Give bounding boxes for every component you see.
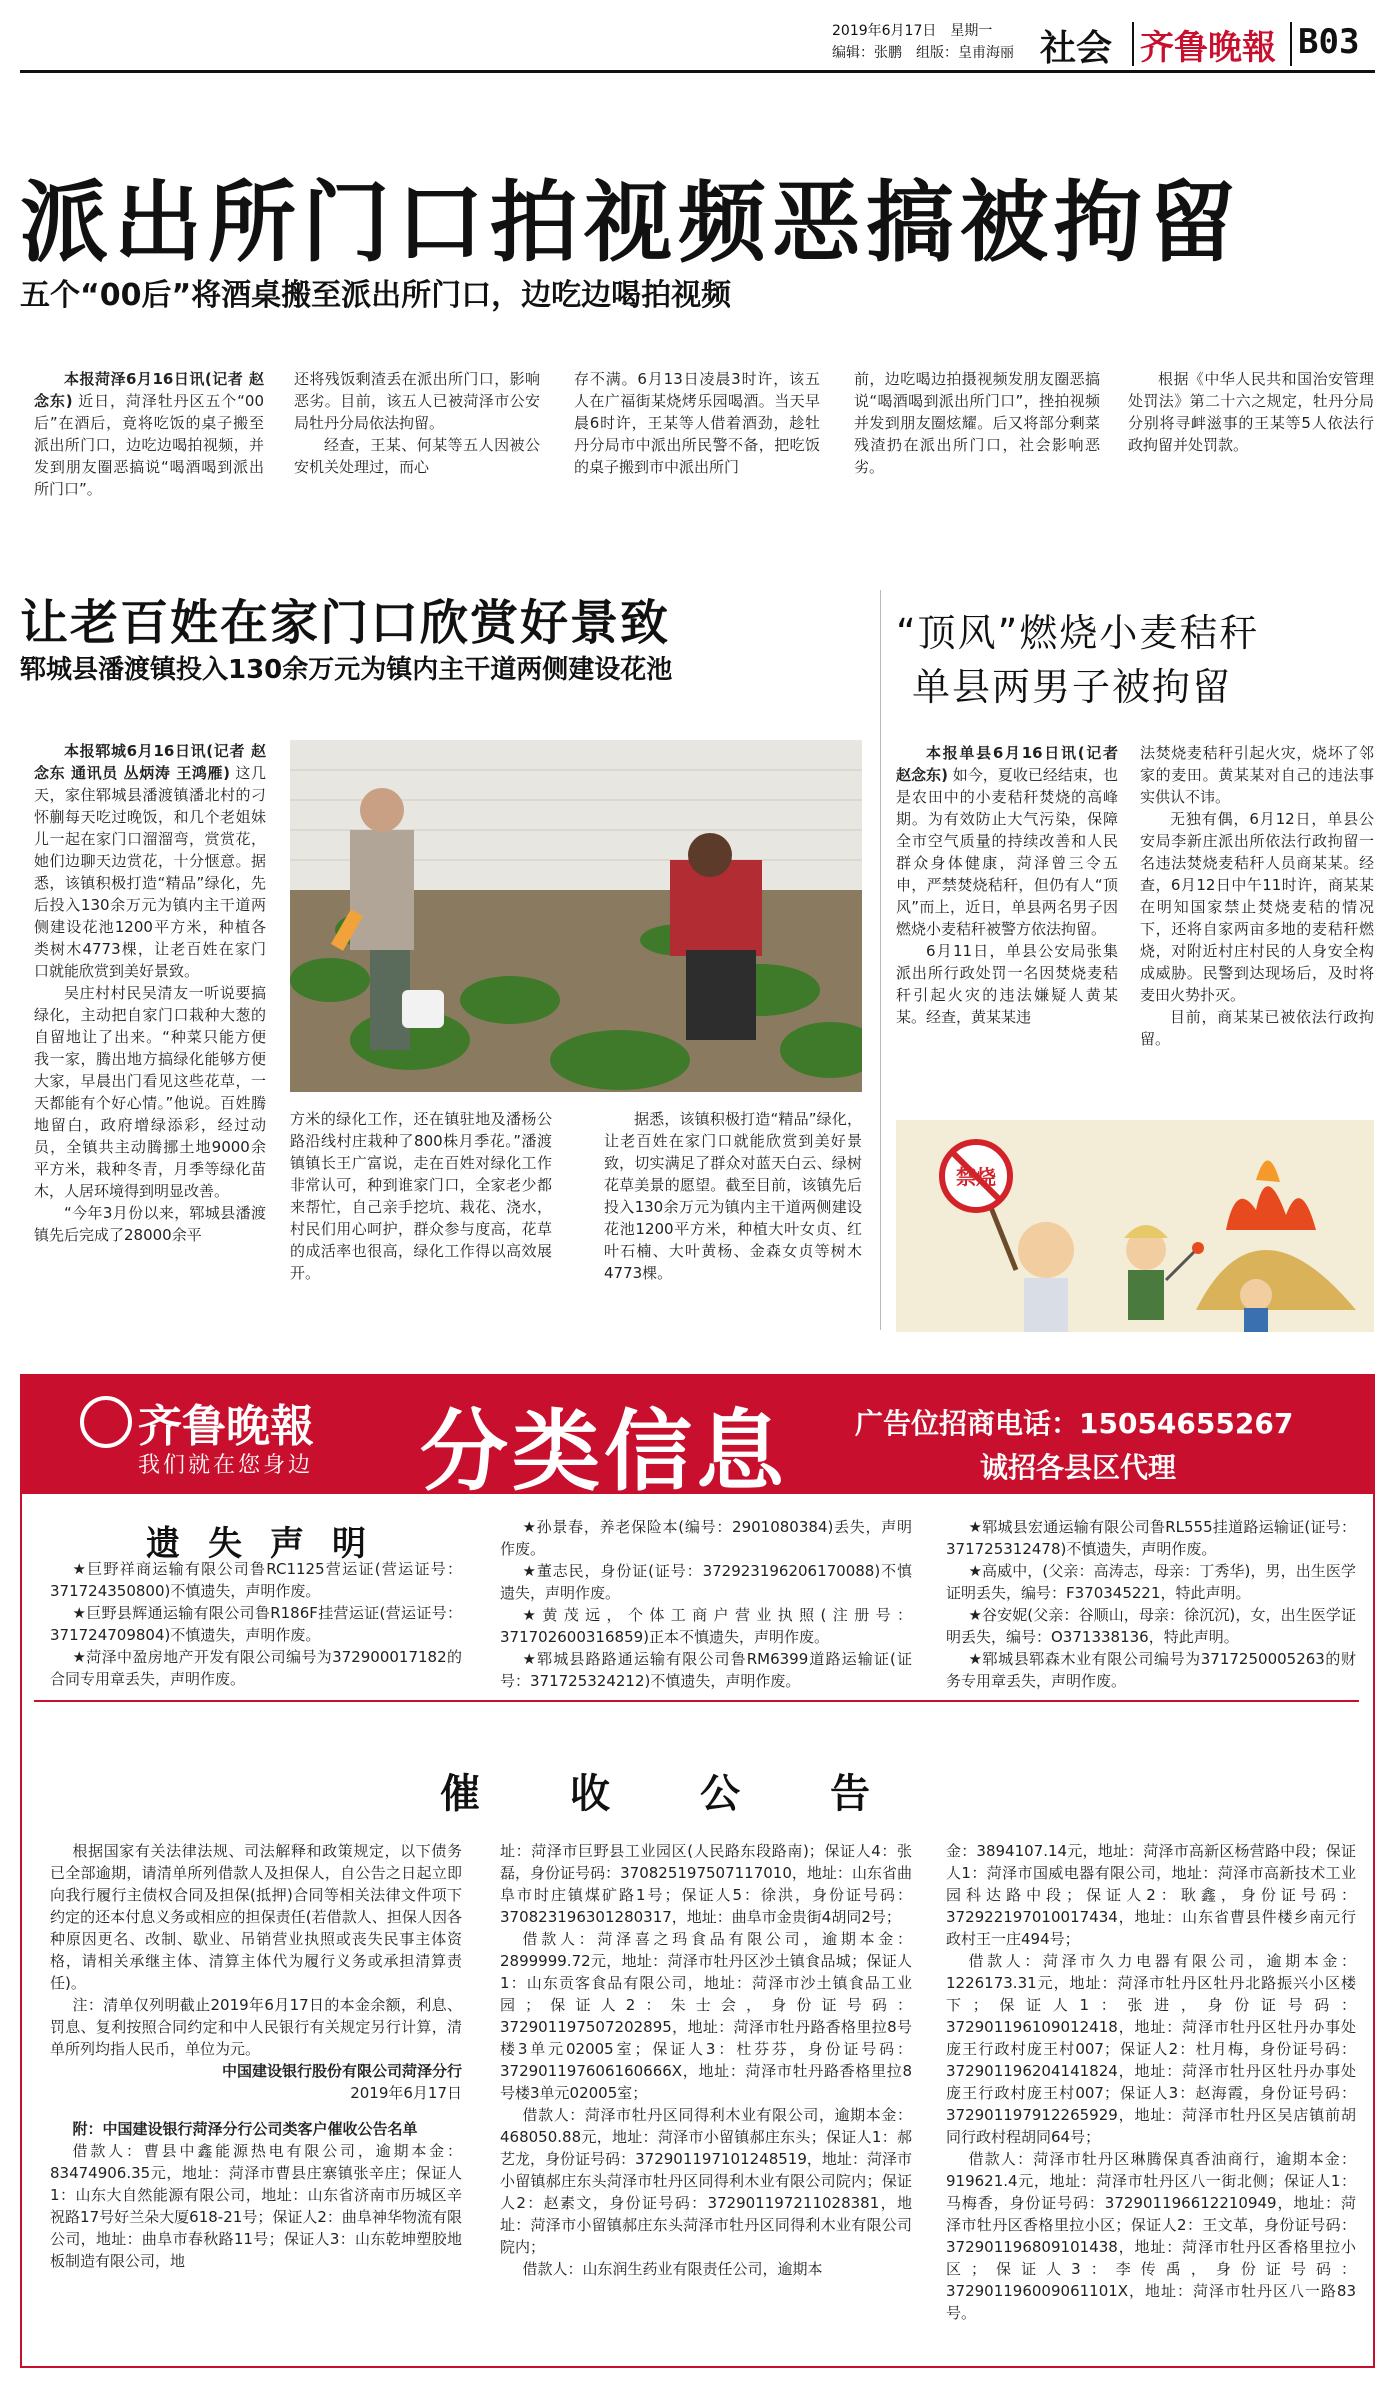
- story1-subhead: 五个“00后”将酒桌搬至派出所门口，边吃边喝拍视频: [20, 278, 732, 313]
- lost-notice-title: 遗失声明: [146, 1524, 394, 1564]
- lost-item: ★巨野祥商运输有限公司鲁RC1125营运证(营运证号：371724350800)不慎遗失，声明作废。: [50, 1560, 462, 1600]
- story2-col2: 方米的绿化工作，还在镇驻地及潘杨公路沿线村庄栽种了800株月季花。”潘渡镇镇长王广富说，走在百姓对绿化工作非常认可，种到谁家门口，全家老少都来帮忙，自己亲手挖坑、栽花、浇水，村民们用心呵护，群众参与度高，花草的成活率也很高，绿化工作得以高效展开。: [290, 1110, 552, 1282]
- story-divider: [880, 590, 881, 1330]
- editor-credits: 编辑：张鹏 组版：皇甫海丽: [832, 45, 1014, 61]
- classified-title: 分类信息: [420, 1400, 789, 1503]
- story2-col3: 据悉，该镇积极打造“精品”绿化，让老百姓在家门口就能欣赏到美好景致，切实满足了群众对蓝天白云、绿树花草美景的愿望。截至目前，该镇先后投入130余万元为镇内主干道两侧建设花池1200平方米，种植大叶女贞、红叶石楠、大叶黄杨、金森女贞等树木4773棵。: [604, 1110, 862, 1282]
- story3-col2: 法焚烧麦秸秆引起火灾，烧坏了邻家的麦田。黄某某对自己的违法事实供认不讳。 无独有偶，6月12日，单县公安局李新庄派出所依法行政拘留一名违法焚烧麦秸秆人员商某某。经查，6月12日中午11时许，商某某在明知国家禁止焚烧麦秸的情况下，还将自家两亩多地的麦秸秆燃烧，对附近村庄村民的人身安全构成威胁。民警到达现场后，及时将麦田火势扑灭。 目前，商某某已被依法行政拘留。: [1140, 744, 1374, 1048]
- story3-headline-line2: 单县两男子被拘留: [912, 665, 1233, 709]
- story1-col2: 还将残饭剩渣丢在派出所门口，影响恶劣。目前，该五人已被菏泽市公安局牡丹分局依法拘留。 经查，王某、何某等五人因被公安机关处理过，而心: [294, 370, 540, 476]
- story2-subhead: 郓城县潘渡镇投入130余万元为镇内主干道两侧建设花池: [20, 655, 673, 685]
- collection-attachment: 附：中国建设银行菏泽分行公司类客户催收公告名单: [72, 2120, 418, 2138]
- lost-item: ★巨野县辉通运输有限公司鲁R186F挂营运证(营运证号：371724709804)不慎遗失，声明作废。: [50, 1604, 462, 1644]
- collection-col1: 根据国家有关法律法规、司法解释和政策规定，以下债务已全部逾期，请清单所列借款人及担保人，自公告之日起立即向我行履行主债权合同及担保(抵押)合同等相关法律文件项下约定的还本付息义务或相应的担保责任(若借款人、担保人因各种原因更名、改制、歇业、吊销营业执照或丧失民事主体资格，请相关承继主体、清算主体代为履行义务或承担清算责任)。 注：清单仅列明截止2019年6月17日的本金余额，利息、罚息、复利按照合同约定和中人民银行有关规定另行计算，清单所列均指人民币，单位为元。 中国建设银行股份有限公司菏泽分行 2019年6月17日 附：中国建设银行菏泽分行公司类客户催收公告名单 借款人：曹县中鑫能源热电有限公司，逾期本金：83474906.35元，地址：菏泽市曹县庄寨镇张辛庄；保证人1：山东大自然能源有限公司，地址：山东省济南市历城区辛祝路17号好兰朵大厦618-21号；保证人2：曲阜神华物流有限公司，地址：曲阜市春秋路11号；保证人3：山东乾坤塑胶地板制造有限公司，地: [50, 1842, 462, 2270]
- story3-col1: 本报单县6月16日讯(记者 赵念东) 如今，夏收已经结束，也是农田中的小麦秸秆焚烧的高峰期。为有效防止大气污染，保障全市空气质量的持续改善和人民群众身体健康，菏泽曾三令五申，严禁焚烧秸秆，但仍有人“顶风”而上，近日，单县两名男子因燃烧小麦秸秆被警方依法拘留。 6月11日，单县公安局张集派出所行政处罚一名因焚烧麦秸秆引起火灾的违法嫌疑人黄某某。经查，黄某某违: [896, 744, 1118, 1026]
- classified-slogan: 我们就在您身边: [138, 1453, 314, 1478]
- lost-item: ★郓城县路路通运输有限公司鲁RM6399道路运输证(证号：371725324212)不慎遗失，声明作废。: [500, 1650, 912, 1690]
- newspaper-brand-logo: 齐鲁晚報: [1140, 28, 1276, 68]
- classified-brand-logo: 齐鲁晚報: [138, 1401, 314, 1452]
- collection-signature: 中国建设银行股份有限公司菏泽分行: [221, 2062, 462, 2080]
- story3-headline-line1: “顶风”燃烧小麦秸秆: [896, 611, 1260, 655]
- ad-phone: 广告位招商电话：15054655267: [855, 1407, 1294, 1440]
- issue-date: 2019年6月17日 星期一: [832, 23, 993, 39]
- brand-swirl-icon: [80, 1396, 132, 1448]
- lost-col3: [946, 1516, 1356, 1692]
- story2-byline: 本报郓城6月16日讯(记者 赵念东 通讯员 丛炳涛 王鸿雁): [34, 742, 266, 782]
- story1-col4: 前，边吃喝边拍摄视频发朋友圈恶搞说“喝酒喝到派出所门口”，挫拍视频并发到朋友圈炫耀。后又将部分剩菜残渣扔在派出所门口，社会影响恶劣。: [854, 370, 1100, 476]
- villagers-planting-flowers-photo: [290, 740, 862, 1092]
- story3-byline: 本报单县6月16日讯(记者 赵念东): [896, 744, 1118, 784]
- story1-col3: 存不满。6月13日凌晨3时许，该五人在广福街某烧烤乐园喝酒。当天早晨6时许，王某等人借着酒劲，趁牡丹分局市中派出所民警不备，把吃饭的桌子搬到市中派出所门: [574, 370, 820, 476]
- ad-recruit: 诚招各县区代理: [980, 1451, 1177, 1484]
- story1-headline: 派出所门口拍视频恶搞被拘留: [20, 171, 1243, 274]
- collection-col3: 金：3894107.14元，地址：菏泽市高新区杨营路中段；保证人1：菏泽市国威电器有限公司，地址：菏泽市高新技术工业园科达路中段；保证人2：耿鑫，身份证号码：372922197010017434，地址：山东省曹县件楼乡南元行政村王一庄494号； 借款人：菏泽市久力电器有限公司，逾期本金：1226173.31元，地址：菏泽市牡丹区牡丹北路振兴小区楼下；保证人1：张进，身份证号码：372901196109012418，地址：菏泽市牡丹区牡丹办事处庞王行政村庞王村007；保证人2：杜月梅，身份证号码：372901196204141824，地址：菏泽市牡丹区牡丹办事处庞王行政村庞王村007；保证人3：赵海霞，身份证号码：372901197912265929，地址：菏泽市牡丹区吴店镇前胡同行政村程胡同64号； 借款人：菏泽市牡丹区琳腾保真香油商行，逾期本金：919621.4元，地址：菏泽市牡丹区八一街北侧；保证人1：马梅香，身份证号码：372901196612210949，地址：菏泽市牡丹区香格里拉小区；保证人2：王文革，身份证号码：372901196809101438，地址：菏泽市牡丹区香格里拉小区；保证人3：李传禹，身份证号码：372901196009061101X，地址：菏泽市牡丹区八一路83号。: [946, 1842, 1356, 2322]
- lost-item: ★郓城县宏通运输有限公司鲁RL555挂道路运输证(证号：371725312478)不慎遗失，声明作废。: [946, 1518, 1356, 1558]
- lost-item: ★谷安妮(父亲：谷顺山，母亲：徐沉沉)，女，出生医学证明丢失，编号：O371338136，特此声明。: [946, 1606, 1356, 1646]
- story1-col5: 根据《中华人民共和国治安管理处罚法》第二十六之规定，牡丹分局分别将寻衅滋事的王某等5人依法行政拘留并处罚款。: [1128, 370, 1374, 454]
- lost-item: ★孙景春，养老保险本(编号：2901080384)丢失，声明作废。: [500, 1518, 912, 1558]
- section-name: 社会: [1040, 28, 1113, 69]
- story1-byline: 本报菏泽6月16日讯(记者 赵念东): [34, 370, 264, 410]
- lost-item: ★菏泽中盈房地产开发有限公司编号为372900017182的合同专用章丢失，声明作废。: [50, 1648, 462, 1688]
- lost-item: ★黄茂远，个体工商户营业执照(注册号：371702600316859)正本不慎遗失，声明作废。: [500, 1606, 912, 1646]
- collection-date: 2019年6月17日: [350, 2084, 462, 2102]
- header-divider: [1132, 22, 1134, 66]
- header-divider: [1290, 22, 1292, 66]
- lost-col2: [500, 1516, 912, 1692]
- lost-item: ★高威中，(父亲：高涛志，母亲：丁秀华)，男，出生医学证明丢失，编号：F370345221，特此声明。: [946, 1562, 1356, 1602]
- lost-item: ★董志民，身份证(证号：372923196206170088)不慎遗失，声明作废。: [500, 1562, 912, 1602]
- collection-col2: 址：菏泽市巨野县工业园区(人民路东段路南)；保证人4：张磊，身份证号码：370825197507117010，地址：山东省曲阜市时庄镇煤矿路1号；保证人5：徐洪，身份证号码：370823196301280317，地址：曲阜市金贵街4胡同2号； 借款人：菏泽喜之玛食品有限公司，逾期本金：2899999.72元，地址：菏泽市牡丹区沙土镇食品城；保证人1：山东贡客食品有限公司，地址：菏泽市沙土镇食品工业园；保证人2：朱士会，身份证号码：372901197507202895，地址：菏泽市牡丹路香格里拉8号楼3单元02005室；保证人3：杜芬芬，身份证号码：372901197606160666X，地址：菏泽市牡丹路香格里拉8号楼3单元02005室； 借款人：菏泽市牡丹区同得利木业有限公司，逾期本金：468050.88元，地址：菏泽市小留镇郝庄东头；保证人1：郝艺龙，身份证号码：372901197101248519，地址：菏泽市小留镇郝庄东头菏泽市牡丹区同得利木业有限公司院内；保证人2：赵素文，身份证号码：372901197211028381，地址：菏泽市小留镇郝庄东头菏泽市牡丹区同得利木业有限公司院内； 借款人：山东润生药业有限责任公司，逾期本: [500, 1842, 912, 2278]
- collection-notice-title: 催收公告: [440, 1771, 960, 1817]
- ban-burning-sign-text: 禁烧: [956, 1165, 996, 1189]
- story2-col1: 本报郓城6月16日讯(记者 赵念东 通讯员 丛炳涛 王鸿雁) 这几天，家住郓城县潘渡镇潘北村的刁怀蒯每天吃过晚饭，和几个老姐妹儿一起在家门口溜溜弯，赏赏花，她们边聊天边赏花，十分惬意。据悉，该镇积极打造“精品”绿化，先后投入130余万元为镇内主干道两侧建设花池1200平方米，种植各类树木4773棵，让老百姓在家门口就能欣赏到美好景致。 吴庄村村民吴清友一听说要搞绿化，主动把自家门口栽种大葱的自留地让了出来。“种菜只能方便我一家，腾出地方搞绿化能够方便大家，早晨出门看见这些花草，一天都能有个好心情。”他说。百姓腾地留白，政府增绿添彩，经过动员，全镇共主动腾挪土地9000余平方米，栽种冬青，月季等绿化苗木，人居环境得到明显改善。 “今年3月份以来，郓城县潘渡镇先后完成了28000余平: [34, 742, 266, 1244]
- story3-cartoon: [896, 1120, 1374, 1332]
- story2-headline: 让老百姓在家门口欣赏好景致: [20, 595, 671, 651]
- burning-straw-cartoon: [896, 1120, 1374, 1332]
- lost-item: ★郓城县郓森木业有限公司编号为3717250005263的财务专用章丢失，声明作废。: [946, 1650, 1356, 1690]
- classified-banner: [20, 1374, 1375, 1503]
- story2-photo: [290, 740, 862, 1092]
- lost-col1: [50, 1558, 462, 1690]
- section-rule: [34, 1700, 1359, 1702]
- header-rule: [20, 70, 1375, 73]
- story1-col1: 本报菏泽6月16日讯(记者 赵念东) 近日，菏泽牡丹区五个“00后”在酒后，竟将吃饭的桌子搬至派出所门口，边吃边喝拍视频，并发到朋友圈恶搞说“喝酒喝到派出所门口”。: [34, 370, 264, 498]
- page-number: B03: [1298, 22, 1360, 62]
